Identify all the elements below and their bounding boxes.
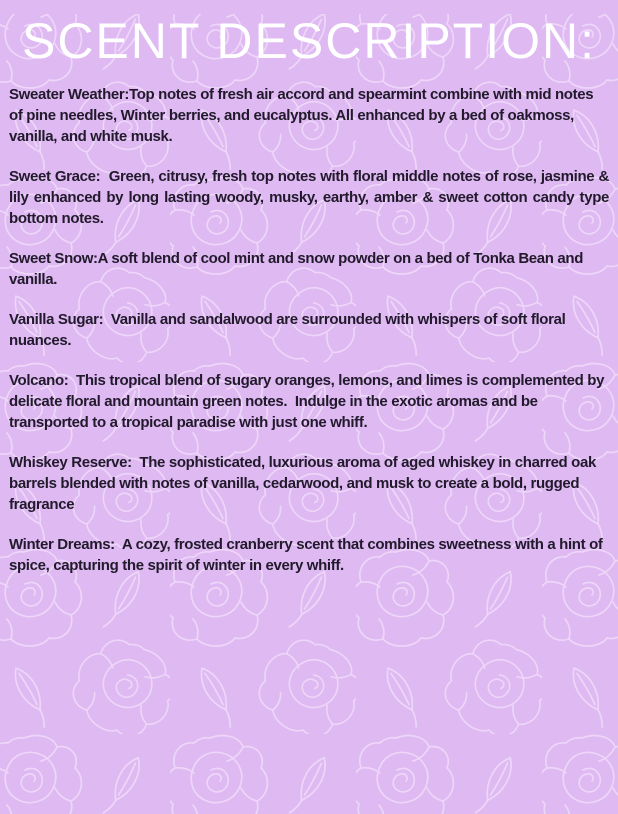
scent-paragraph-sweet-grace: Sweet Grace: Green, citrusy, fresh top notes with floral middle notes of rose, jasmine & lily enhanced by long lasting woody, musky, earthy, amber & sweet cotton candy type bottom notes. [9, 168, 613, 227]
scent-paragraph-winter-dreams: Winter Dreams: A cozy, frosted cranberry scent that combines sweetness with a hint of spice, capturing the spirit of winter in every whiff. [9, 536, 607, 574]
scent-paragraph-volcano: Volcano: This tropical blend of sugary oranges, lemons, and limes is complemented by delicate floral and mountain green notes. Indulge in the exotic aromas and be transported to a tropical paradise with just one whiff. [9, 372, 608, 431]
scent-paragraph-sweet-snow: Sweet Snow:A soft blend of cool mint and snow powder on a bed of Tonka Bean and vanilla. [9, 250, 587, 288]
scent-paragraph-vanilla-sugar: Vanilla Sugar: Vanilla and sandalwood are surrounded with whispers of soft floral nuances. [9, 311, 570, 349]
page-title: SCENT DESCRIPTION: [21, 13, 597, 69]
scent-paragraph-sweater-weather: Sweater Weather:Top notes of fresh air accord and spearmint combine with mid notes of pine needles, Winter berries, and eucalyptus. All enhanced by a bed of oakmoss, vanilla, and white musk. [9, 86, 598, 145]
scent-paragraph-whiskey-reserve: Whiskey Reserve: The sophisticated, luxurious aroma of aged whiskey in charred oak barrels blended with notes of vanilla, cedarwood, and musk to create a bold, rugged fragrance [9, 454, 600, 513]
scent-description-sheet [0, 14, 618, 576]
